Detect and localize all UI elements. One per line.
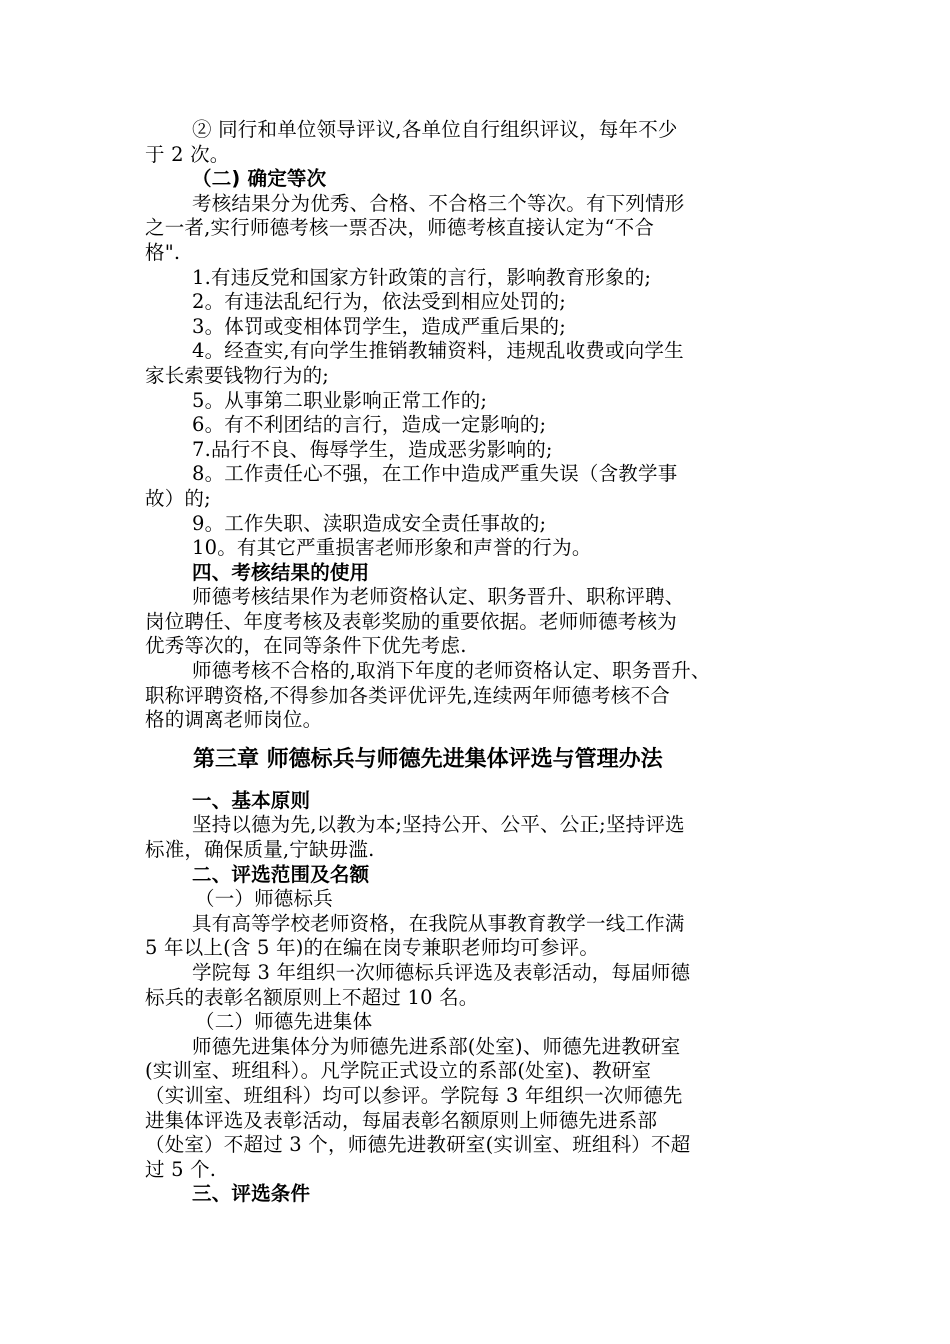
- paragraph-line: 岗位聘任、年度考核及表彰奖励的重要依据。老师师德考核为: [145, 609, 677, 633]
- paragraph-line: (实训室、班组科）。凡学院正式设立的系部(处室)、教研室: [145, 1059, 652, 1083]
- subsection-heading: （二）师德先进集体: [195, 1010, 373, 1034]
- paragraph-line: （实训室、班组科）均可以参评。学院每 3 年组织一次师德先: [145, 1083, 683, 1107]
- section-heading: 二、评选范围及名额: [192, 862, 370, 886]
- paragraph-line: 师德考核不合格的,取消下年度的老师资格认定、职务晋升、: [192, 659, 711, 683]
- list-item: 4。经查实,有向学生推销教辅资料，违规乱收费或向学生: [192, 339, 684, 363]
- list-item: 9。工作失职、渎职造成安全责任事故的;: [192, 511, 547, 535]
- paragraph-line: 具有高等学校老师资格，在我院从事教育教学一线工作满: [192, 911, 685, 935]
- paragraph-line: 优秀等次的，在同等条件下优先考虑.: [145, 634, 467, 658]
- section-heading: （二) 确定等次: [192, 167, 327, 191]
- paragraph-line: 师德考核结果作为老师资格认定、职务晋升、职称评聘、: [192, 585, 685, 609]
- paragraph-line: 师德先进集体分为师德先进系部(处室)、师德先进教研室: [192, 1034, 681, 1058]
- subsection-heading: （一）师德标兵: [195, 887, 333, 911]
- paragraph-line: 过 5 个.: [145, 1157, 217, 1181]
- paragraph-line: 于 2 次。: [145, 142, 230, 166]
- paragraph-line: 之一者,实行师德考核一票否决，师德考核直接认定为“不合: [145, 216, 655, 240]
- paragraph-line: 5 年以上(含 5 年)的在编在岗专兼职老师均可参评。: [145, 936, 600, 960]
- paragraph-line: 标准，确保质量,宁缺毋滥.: [145, 838, 375, 862]
- section-heading: 四、考核结果的使用: [192, 560, 370, 584]
- section-heading: 三、评选条件: [192, 1182, 311, 1206]
- list-item-continuation: 故）的;: [145, 486, 211, 510]
- paragraph-line: 标兵的表彰名额原则上不超过 10 名。: [145, 985, 479, 1009]
- paragraph-line: 考核结果分为优秀、合格、不合格三个等次。有下列情形: [192, 191, 685, 215]
- paragraph-line: 职称评聘资格,不得参加各类评优评先,连续两年师德考核不合: [145, 683, 670, 707]
- list-item: 10。有其它严重损害老师形象和声誉的行为。: [192, 536, 592, 560]
- document-page: [145, 118, 810, 1207]
- list-item: 2。有违法乱纪行为，依法受到相应处罚的;: [192, 290, 566, 314]
- paragraph-line: （处室）不超过 3 个，师德先进教研室(实训室、班组科）不超: [145, 1133, 691, 1157]
- paragraph-line: ② 同行和单位领导评议,各单位自行组织评议，每年不少: [192, 118, 678, 141]
- paragraph-line: 格的调离老师岗位。: [145, 708, 323, 732]
- list-item-continuation: 家长索要钱物行为的;: [145, 363, 330, 387]
- list-item: 5。从事第二职业影响正常工作的;: [192, 388, 488, 412]
- list-item: 6。有不利团结的言行，造成一定影响的;: [192, 413, 547, 437]
- paragraph-line: 进集体评选及表彰活动，每届表彰名额原则上师德先进系部: [145, 1108, 658, 1132]
- paragraph-line: 格".: [145, 240, 181, 264]
- paragraph-line: 学院每 3 年组织一次师德标兵评选及表彰活动，每届师德: [192, 961, 691, 984]
- paragraph-line: 坚持以德为先,以教为本;坚持公开、公平、公正;坚持评选: [192, 813, 685, 837]
- section-heading: 一、基本原则: [192, 788, 311, 812]
- list-item: 1.有违反党和国家方针政策的言行，影响教育形象的;: [192, 265, 652, 289]
- list-item: 7.品行不良、侮辱学生，造成恶劣影响的;: [192, 437, 553, 461]
- list-item: 3。体罚或变相体罚学生，造成严重后果的;: [192, 314, 566, 338]
- list-item: 8。工作责任心不强，在工作中造成严重失误（含教学事: [192, 462, 678, 486]
- chapter-title: 第三章 师德标兵与师德先进集体评选与管理办法: [193, 746, 663, 772]
